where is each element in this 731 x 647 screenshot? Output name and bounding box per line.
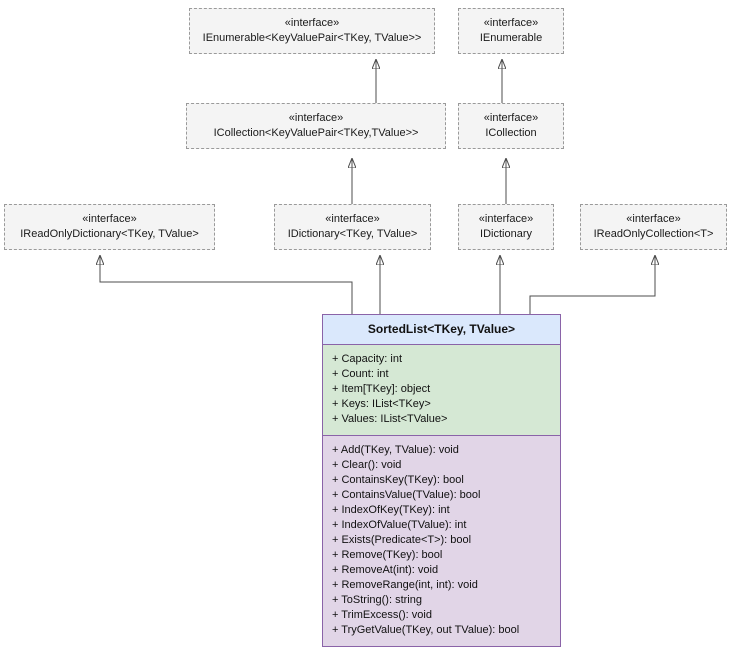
interface-box-ireadonlydictionary[interactable] xyxy=(4,204,215,250)
class-title: SortedList<TKey, TValue> xyxy=(323,315,560,345)
interface-stereotype: «interface» xyxy=(284,17,340,29)
class-method: + Add(TKey, TValue): void xyxy=(332,444,459,456)
class-method: + IndexOfKey(TKey): int xyxy=(332,504,450,516)
class-method: + TryGetValue(TKey, out TValue): bool xyxy=(332,624,520,636)
interface-stereotype: «interface» xyxy=(82,213,137,225)
class-property: + Keys: IList<TKey> xyxy=(332,398,431,410)
class-method: + ToString(): string xyxy=(332,594,422,606)
class-property: + Values: IList<TValue> xyxy=(332,413,448,425)
class-property: + Count: int xyxy=(332,368,389,380)
interface-name: ICollection xyxy=(485,127,537,139)
interface-name: IDictionary<TKey, TValue> xyxy=(287,228,418,240)
interface-stereotype: «interface» xyxy=(325,213,380,225)
edge-sortedlist-to-ireadonlycollection xyxy=(530,256,655,314)
interface-name: IEnumerable xyxy=(479,32,543,44)
interface-name: IEnumerable<KeyValuePair<TKey, TValue>> xyxy=(202,32,422,44)
interface-name: IReadOnlyDictionary<TKey, TValue> xyxy=(20,228,199,240)
class-method: + ContainsKey(TKey): bool xyxy=(332,474,464,486)
class-method: + Remove(TKey): bool xyxy=(332,549,443,561)
interface-box-icollection-kvp[interactable] xyxy=(186,103,446,149)
class-method: + Clear(): void xyxy=(332,459,402,471)
class-method: + Exists(Predicate<T>): bool xyxy=(332,534,472,546)
interface-box-idictionary[interactable] xyxy=(458,204,554,250)
class-properties-compartment xyxy=(323,345,560,436)
class-property: + Item[TKey]: object xyxy=(332,383,431,395)
interface-box-ienumerable-kvp[interactable] xyxy=(189,8,435,54)
interface-stereotype: «interface» xyxy=(483,112,539,124)
interface-stereotype: «interface» xyxy=(478,213,534,225)
interface-name: IDictionary xyxy=(480,228,532,240)
class-method: + RemoveAt(int): void xyxy=(332,564,439,576)
interface-stereotype: «interface» xyxy=(626,213,681,225)
interface-box-ienumerable[interactable] xyxy=(458,8,564,54)
class-method: + TrimExcess(): void xyxy=(332,609,432,621)
interface-stereotype: «interface» xyxy=(483,17,539,29)
interface-box-idictionary-generic[interactable] xyxy=(274,204,431,250)
class-method: + ContainsValue(TValue): bool xyxy=(332,489,481,501)
class-property: + Capacity: int xyxy=(332,353,403,365)
interface-stereotype: «interface» xyxy=(288,112,344,124)
class-methods-compartment xyxy=(323,436,560,646)
interface-name: ICollection<KeyValuePair<TKey,TValue>> xyxy=(213,127,419,139)
interface-box-icollection[interactable] xyxy=(458,103,564,149)
class-method: + IndexOfValue(TValue): int xyxy=(332,519,467,531)
class-method: + RemoveRange(int, int): void xyxy=(332,579,478,591)
class-box-sortedlist[interactable] xyxy=(322,314,561,647)
interface-name: IReadOnlyCollection<T> xyxy=(593,228,714,240)
edge-sortedlist-to-ireadonlydictionary xyxy=(100,256,352,314)
interface-box-ireadonlycollection[interactable] xyxy=(580,204,727,250)
